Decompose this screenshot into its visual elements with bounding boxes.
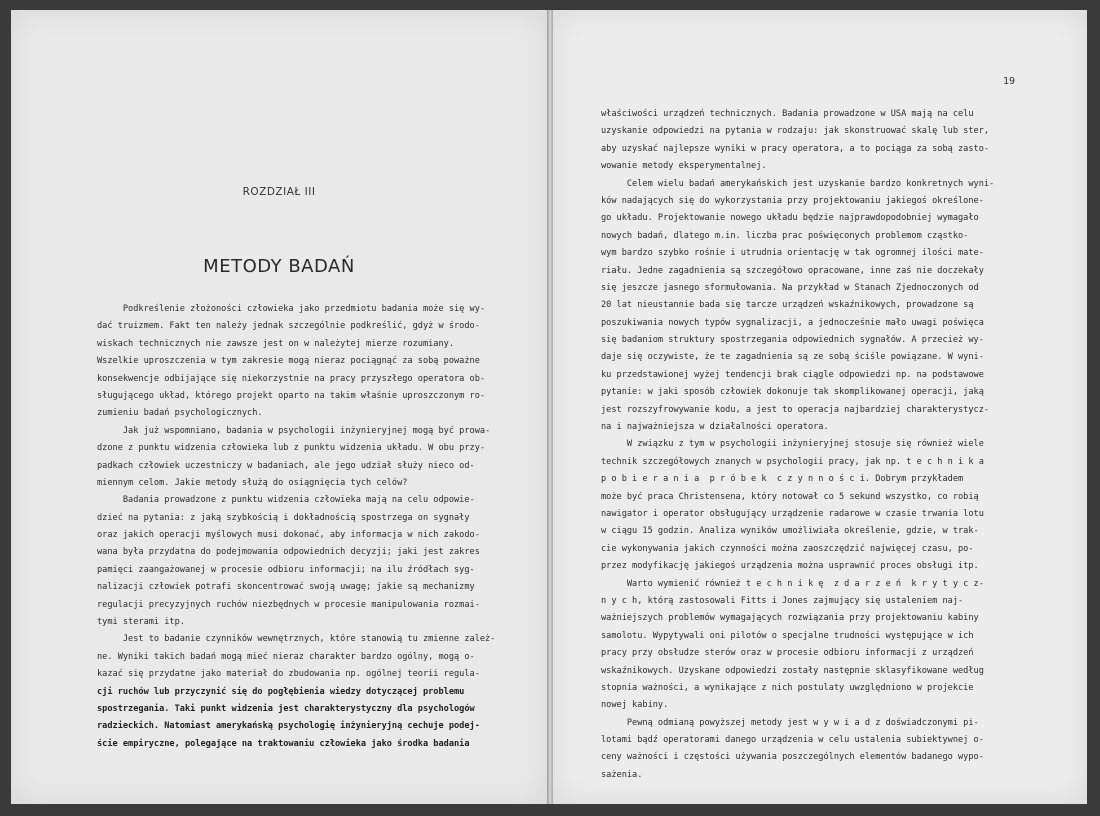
- text-line: Jest to badanie czynników wewnętrznych, które stanowią tu zmienne zależ-: [97, 634, 496, 645]
- text-line: cie wykonywania jakich czynności można zaoszczędzić najwięcej czasu, po-: [601, 543, 974, 554]
- text-line: pamięci zaangażowanej w procesie odbioru informacji; na ilu źródłach syg-: [97, 564, 475, 575]
- text-line: wowanie metody eksperymentalnej.: [601, 161, 767, 172]
- text-line: wskaźnikowych. Uzyskane odpowiedzi zostały następnie sklasyfikowane według: [601, 665, 984, 676]
- text-line: ważniejszych problemów wymagających rozwiązania przy projektowaniu kabiny: [601, 613, 979, 624]
- text-line: cji ruchów lub przyczynić się do pogłębienia wiedzy dotyczącej problemu: [97, 686, 465, 697]
- text-line: wiskach technicznych nie zawsze jest on w należytej mierze rozumiany.: [97, 338, 454, 349]
- text-line: Badania prowadzone z punktu widzenia człowieka mają na celu odpowie-: [97, 495, 475, 506]
- text-line: W związku z tym w psychologii inżynieryjnej stosuje się również wiele: [601, 439, 984, 450]
- text-line: ków nadających się do wykorzystania przy projektowaniu jakiegoś określone-: [601, 195, 984, 206]
- text-line: tymi sterami itp.: [97, 617, 185, 628]
- text-line: dzieć na pytania: z jaką szybkością i dokładnością spostrzega on sygnały: [97, 512, 470, 523]
- text-line: Pewną odmianą powyższej metody jest w y w i a d z doświadczonymi pi-: [601, 717, 979, 728]
- text-line: w ciągu 15 godzin. Analiza wyników umożliwiała określenie, gdzie, w trak-: [601, 526, 979, 537]
- text-line: ceny ważności i częstości używania poszczególnych elementów badanego wypo-: [601, 752, 984, 763]
- text-line: wana była przydatna do podejmowania odpowiednich decyzji; jaki jest zakres: [97, 547, 480, 558]
- text-line: dzone z punktu widzenia człowieka lub z punktu widzenia układu. W obu przy-: [97, 443, 486, 454]
- text-line: daje się oczywiste, że te zagadnienia są ze sobą ściśle powiązane. W wyni-: [601, 352, 984, 363]
- text-line: sługującego układ, którego projekt oparto na takim właśnie uproszczonym ro-: [97, 390, 486, 401]
- text-line: konsekwencje odbijające się niekorzystnie na pracy przyszłego operatora ob-: [97, 373, 486, 384]
- text-line: przez modyfikację jakiegoś urządzenia można usprawnić proces obsługi itp.: [601, 561, 979, 572]
- text-line: może być praca Christensena, który notował co 5 sekund wszystko, co robią: [601, 491, 979, 502]
- text-line: spostrzegania. Taki punkt widzenia jest charakterystyczny dla psychologów: [97, 703, 475, 714]
- text-line: uzyskanie odpowiedzi na pytania w rodzaju: jak skonstruować skalę lub ster,: [601, 126, 990, 137]
- text-line: radzieckich. Natomiast amerykańską psychologię inżynieryjną cechuje podej-: [97, 721, 480, 732]
- text-line: regulacji precyzyjnych ruchów niezbędnych w procesie manipulowania rozmai-: [97, 599, 480, 610]
- text-line: kazać się przydatne jako materiał do zbudowania np. ogólnej teorii regula-: [97, 669, 480, 680]
- left-body-text: [97, 301, 507, 753]
- text-line: samolotu. Wypytywali oni pilotów o specjalne trudności występujące w ich: [601, 630, 974, 641]
- text-line: się badaniom struktury spostrzegania odpowiednich sygnałów. A przecież wy-: [601, 335, 984, 346]
- text-line: sażenia.: [601, 769, 643, 780]
- text-line: technik szczegółowych znanych w psychologii pracy, jak np. t e c h n i k a: [601, 456, 984, 467]
- chapter-label: ROZDZIAŁ III: [242, 186, 316, 198]
- text-line: go układu. Projektowanie nowego układu będzie najprawdopodobniej wymagało: [601, 213, 979, 224]
- text-line: stopnia ważności, a wynikające z nich postulaty uwzględniono w projekcie: [601, 682, 974, 693]
- text-line: n y c h, którą zastosowali Fitts i Jones zajmujący się ustaleniem naj-: [601, 595, 964, 606]
- text-line: 20 lat nieustannie bada się tarcze urządzeń wskaźnikowych, prowadzone są: [601, 300, 974, 311]
- right-page: [553, 10, 1087, 804]
- text-line: nalizacji człowiek potrafi skoncentrować swoją uwagę; jakie są mechanizmy: [97, 582, 475, 593]
- left-page: [11, 10, 547, 804]
- text-line: pytanie: w jaki sposób człowiek dokonuje tak skomplikowanej operacji, jaką: [601, 387, 984, 398]
- text-line: ku przedstawionej wyżej tendencji brak ciągle odpowiedzi np. na podstawowe: [601, 369, 984, 380]
- text-line: się jeszcze jasnego sformułowania. Na przykład w Stanach Zjednoczonych od: [601, 282, 979, 293]
- text-line: jest rozszyfrowywanie kodu, a jest to operacja najbardziej charakterystycz-: [601, 404, 990, 415]
- text-line: zumieniu badań psychologicznych.: [97, 408, 263, 419]
- text-line: dać truizmem. Fakt ten należy jednak szczególnie podkreślić, gdyż w środo-: [97, 321, 480, 332]
- text-line: p o b i e r a n i a p r ó b e k c z y n n o ś c i. Dobrym przykładem: [601, 474, 964, 485]
- text-line: Wszelkie uproszczenia w tym zakresie mogą nieraz pociągnąć za sobą poważne: [97, 356, 480, 367]
- text-line: poszukiwania nowych typów sygnalizacji, a jednocześnie mało uwagi poświęca: [601, 317, 984, 328]
- text-line: lotami bądź operatorami danego urządzenia w celu ustalenia subiektywnej o-: [601, 735, 984, 746]
- right-body-text: [601, 106, 1043, 784]
- text-line: pracy przy obsłudze sterów oraz w procesie odbioru informacji z urządzeń: [601, 648, 974, 659]
- text-line: Warto wymienić również t e c h n i k ę z d a r z e ń k r y t y c z-: [601, 578, 984, 589]
- text-line: padkach człowiek uczestniczy w badaniach, ale jego udział służy nieco od-: [97, 460, 475, 471]
- page-number: 19: [1002, 76, 1015, 87]
- text-line: nowych badań, dlatego m.in. liczba prac poświęconych problemom cząstko-: [601, 230, 969, 241]
- text-line: aby uzyskać najlepsze wyniki w pracy operatora, a to pociąga za sobą zasto-: [601, 143, 990, 154]
- text-line: nowej kabiny.: [601, 700, 669, 711]
- text-line: na i najważniejsza w działalności operatora.: [601, 422, 829, 433]
- text-line: ście empiryczne, polegające na traktowaniu człowieka jako środka badania: [97, 738, 470, 749]
- text-line: właściwości urządzeń technicznych. Badania prowadzone w USA mają na celu: [601, 109, 974, 119]
- text-line: Jak już wspomniano, badania w psychologii inżynieryjnej mogą być prowa-: [97, 425, 491, 436]
- text-line: oraz jakich operacji myślowych musi dokonać, aby informacja w nich zakodo-: [97, 530, 480, 541]
- text-line: nawigator i operator obsługujący urządzenie radarowe w czasie trwania lotu: [601, 508, 984, 519]
- chapter-title: METODY BADAŃ: [203, 256, 355, 277]
- text-line: Podkreślenie złożoności człowieka jako przedmiotu badania może się wy-: [97, 304, 486, 314]
- text-line: miennym celom. Jakie metody służą do osiągnięcia tych celów?: [97, 477, 408, 488]
- text-line: ne. Wyniki takich badań mogą mieć nieraz charakter bardzo ogólny, mogą o-: [97, 651, 475, 662]
- text-line: riału. Jedne zagadnienia są szczegółowo opracowane, inne zaś nie doczekały: [601, 265, 984, 276]
- text-line: Celem wielu badań amerykańskich jest uzyskanie bardzo konkretnych wyni-: [601, 178, 995, 189]
- text-line: wym bardzo szybko rośnie i utrudnia orientację w tak ogromnej ilości mate-: [601, 248, 984, 259]
